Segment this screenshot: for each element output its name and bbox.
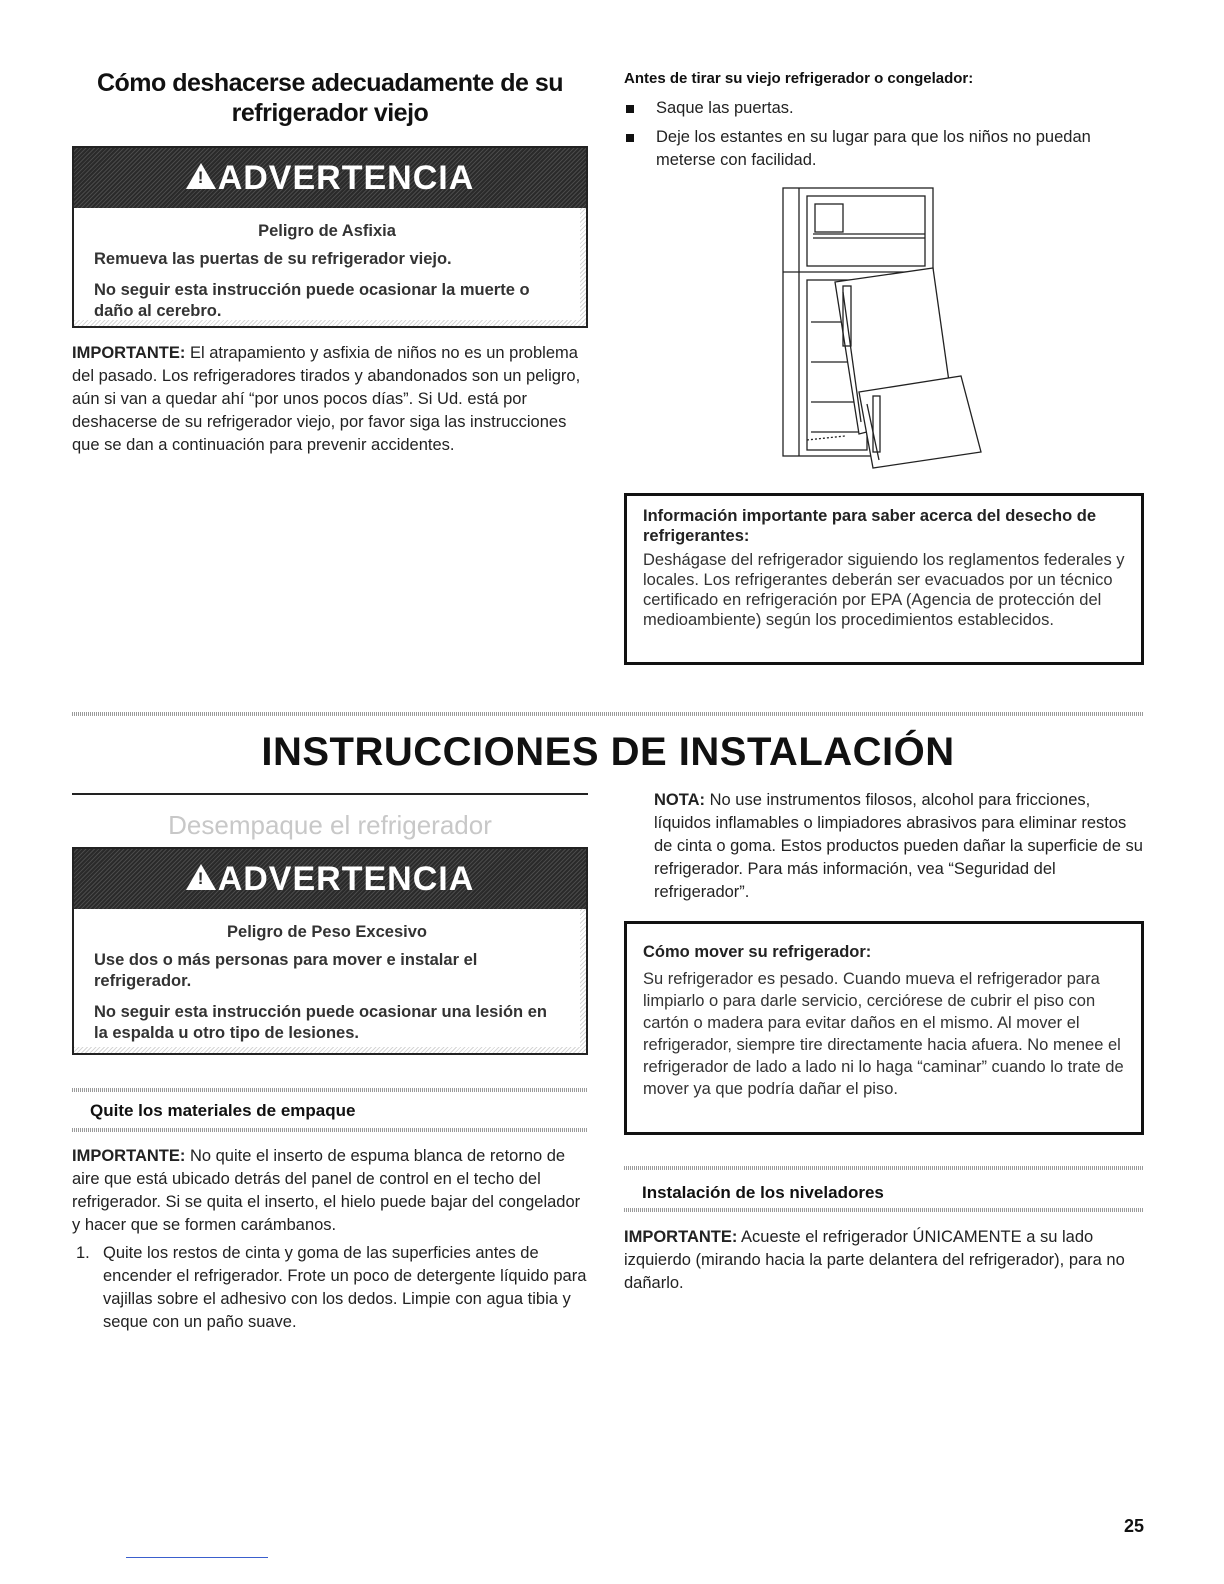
important-label: IMPORTANTE: (72, 344, 186, 362)
subsection-rule-top (72, 1088, 588, 1092)
warning-line-2: No seguir esta instrucción puede ocasionar la muerte o daño al cerebro. (94, 281, 530, 320)
unpack-heading: Desempaque el refrigerador (168, 810, 492, 840)
note-label: NOTA: (654, 791, 706, 809)
disposal-important-paragraph (72, 342, 588, 457)
remove-packing-heading: Quite los materiales de empaque (90, 1101, 356, 1120)
list-item: Saque las puertas. (624, 97, 1144, 120)
moving-refrigerator-box (624, 921, 1144, 1135)
bullet-icon (626, 134, 634, 142)
warning-body (74, 208, 580, 320)
before-discarding-list (624, 97, 1144, 178)
before-discarding-heading: Antes de tirar su viejo refrigerador o congelador: (624, 70, 974, 87)
section-title: INSTRUCCIONES DE INSTALACIÓN (261, 730, 955, 774)
important-text: No quite el inserto de espuma blanca de retorno de aire que está ubicado detrás del panel de control en el techo del refrigerador. Si se quita el inserto, el hielo puede bajar del congelador y hacer que se formen carámbanos. (72, 1147, 581, 1234)
section-divider (72, 712, 1144, 716)
list-item: Deje los estantes en su lugar para que los niños no puedan meterse con facilidad. (624, 126, 1144, 172)
warning-header (74, 849, 586, 909)
step-1 (72, 1242, 588, 1334)
warning-title: Peligro de Asfixia (258, 222, 396, 240)
warning-label: ADVERTENCIA (217, 859, 475, 898)
warning-body (74, 909, 580, 1047)
step-text: Quite los restos de cinta y goma de las superficies antes de encender el refrigerador. Frote un poco de detergente líquido para vajillas sobre el adhesivo con los dedos. Limpie con agua tibia y seque con un paño suave. (103, 1244, 587, 1331)
warning-line-2: No seguir esta instrucción puede ocasionar una lesión en la espalda u otro tipo de lesiones. (94, 1003, 547, 1042)
warning-title: Peligro de Peso Excesivo (227, 923, 427, 941)
disposal-heading: Cómo deshacerse adecuadamente de su refrigerador viejo (96, 69, 564, 127)
packing-important-paragraph (72, 1145, 588, 1237)
subsection-rule-bottom (72, 1128, 588, 1132)
refrigerant-info-box (624, 493, 1144, 665)
subsection-rule-bottom (624, 1208, 1144, 1212)
suffocation-warning-box (72, 146, 588, 328)
warning-line-1: Remueva las puertas de su refrigerador viejo. (94, 250, 452, 268)
important-label: IMPORTANTE: (72, 1147, 186, 1165)
important-label: IMPORTANTE: (624, 1228, 738, 1246)
levelers-heading: Instalación de los niveladores (642, 1183, 884, 1202)
refrigerant-info-text: Deshágase del refrigerador siguiendo los reglamentos federales y locales. Los refrigerantes deberán ser evacuados por un técnico certificado en refrigeración por EPA (Agencia de protección del medioambiente) según los procedimientos establecidos. (643, 551, 1125, 629)
warning-triangle-icon: ! (186, 864, 216, 890)
subsection-rule-top (624, 1166, 1144, 1170)
page-number: 25 (1123, 1516, 1144, 1536)
refrigerator-doors-removed-illustration (775, 182, 995, 472)
moving-box-text: Su refrigerador es pesado. Cuando mueva el refrigerador para limpiarlo o para darle servicio, cerciórese de cubrir el piso con cartón o madera para evitar daños en el mismo. Al mover el refrigerador, siempre tire directamente hacia afuera. No menee el refrigerador de lado a lado ni lo haga “caminar” cuando lo trate de mover ya que podría dañar el piso. (643, 970, 1124, 1098)
step-number: 1. (76, 1244, 90, 1262)
warning-label: ADVERTENCIA (217, 158, 475, 197)
moving-box-title: Cómo mover su refrigerador: (643, 943, 872, 961)
warning-line-1: Use dos o más personas para mover e instalar el refrigerador. (94, 951, 478, 990)
important-text: Acueste el refrigerador ÚNICAMENTE a su lado izquierdo (mirando hacia la parte delantera del refrigerador), para no dañarlo. (624, 1228, 1125, 1292)
levelers-important-paragraph (624, 1226, 1144, 1295)
warning-header (74, 148, 586, 208)
unpack-rule (72, 793, 588, 795)
footer-rule (126, 1557, 268, 1558)
note-paragraph (624, 789, 1144, 904)
refrigerant-info-title: Información importante para saber acerca del desecho de refrigerantes: (643, 507, 1096, 545)
note-text: No use instrumentos filosos, alcohol para fricciones, líquidos inflamables o limpiadores abrasivos para eliminar restos de cinta o goma. Estos productos pueden dañar la superficie de su refrigerador. Para más información, vea “Seguridad del refrigerador”. (654, 791, 1143, 901)
bullet-icon (626, 105, 634, 113)
important-text: El atrapamiento y asfixia de niños no es un problema del pasado. Los refrigeradores tirados y abandonados son un peligro, aún si van a quedar ahí “por unos pocos días”. Si Ud. está por deshacerse de su refrigerador viejo, por favor siga las instrucciones que se dan a continuación para prevenir accidentes. (72, 344, 581, 454)
warning-triangle-icon: ! (186, 163, 216, 189)
weight-warning-box (72, 847, 588, 1055)
